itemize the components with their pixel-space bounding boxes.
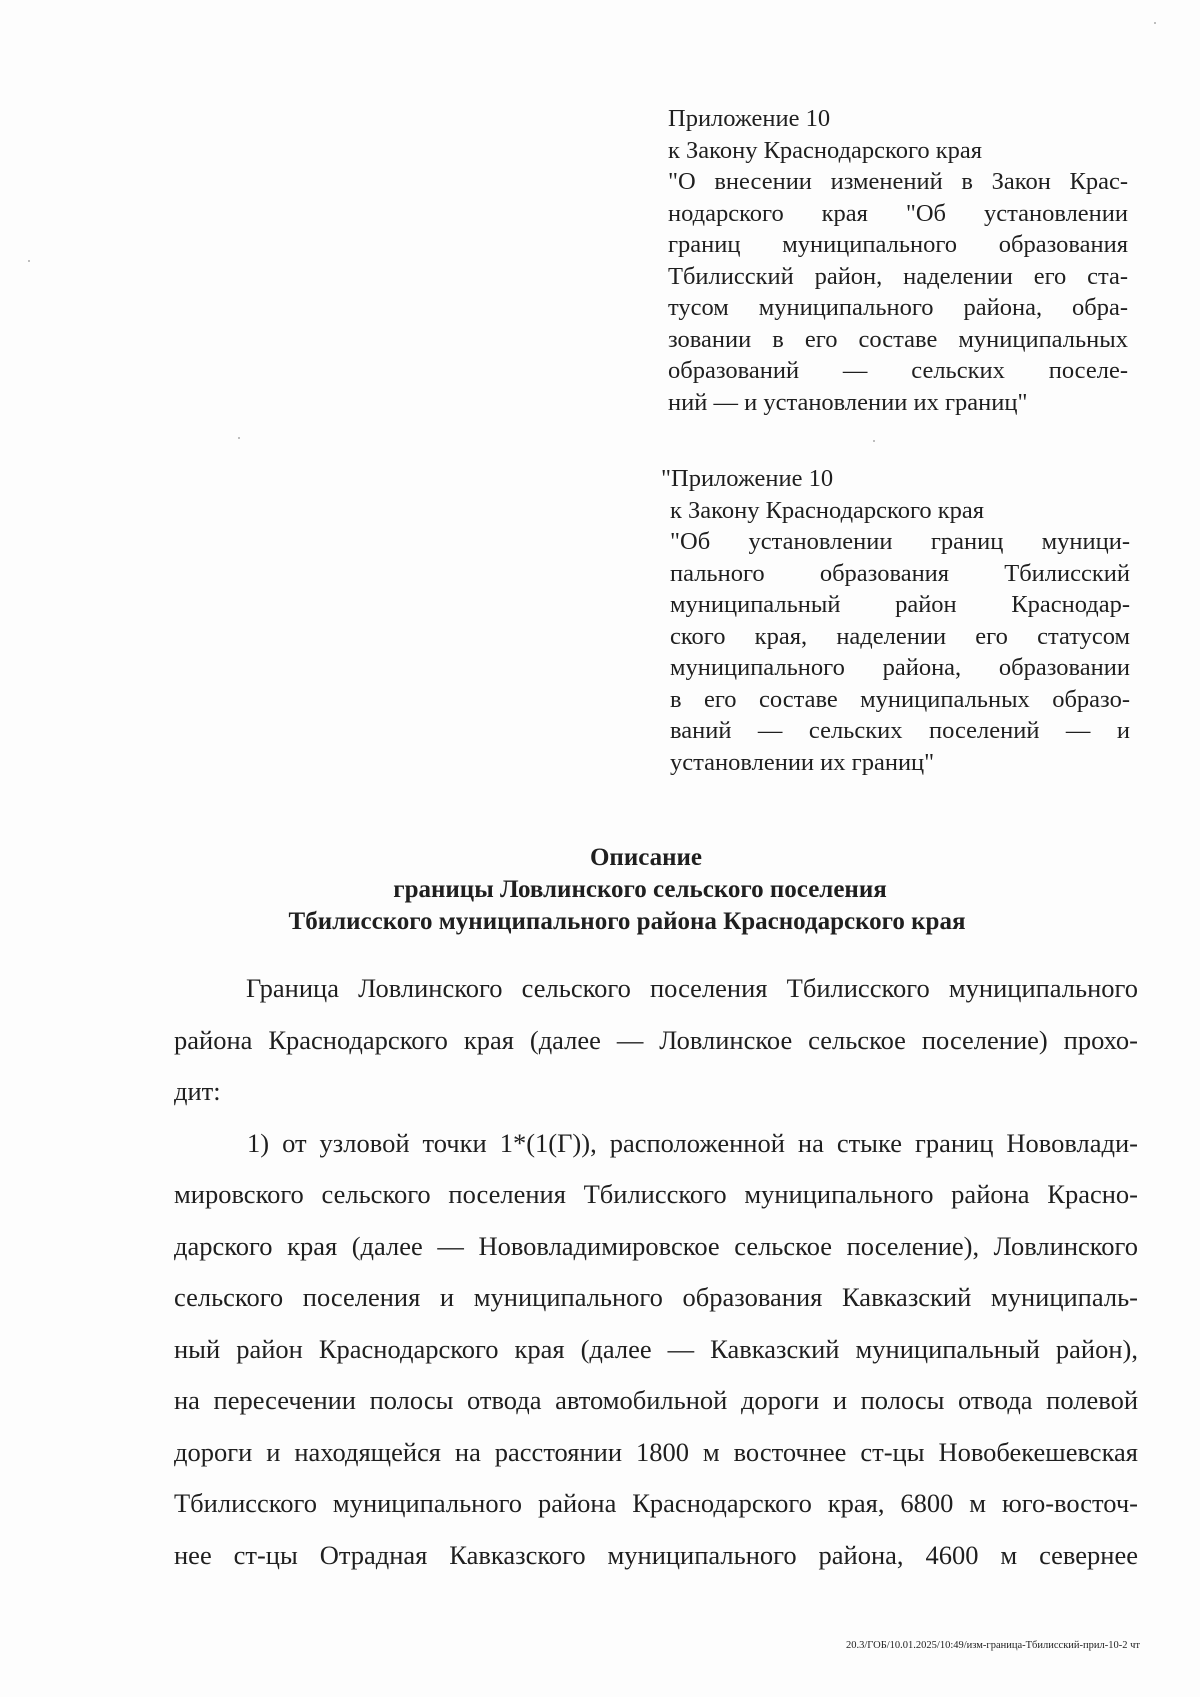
document-title [0,842,1200,938]
annex-line: Приложение 10 [668,105,831,132]
body-line: дарского края (далее — Нововладимировское сельское поселение), Ловлинского [174,1230,1138,1261]
annex-line: к Закону Краснодарского края [670,496,985,524]
annex-line: к Закону Краснодарского края [668,136,983,164]
annex-line: ний — и установлении их границ" [668,388,1028,416]
annex-line: ского края, наделении его статусом [670,622,1130,650]
annex-current-header [668,103,1128,418]
body-line: Тбилисского муниципального района Краснодарского края, 6800 м юго-восточ- [174,1488,1138,1518]
annex-line: границ муниципального образования [668,231,1128,258]
body-line: на пересечении полосы отвода автомобильной дороги и полосы отвода полевой [174,1385,1138,1415]
title-line: Тбилисского муниципального района Краснодарского края [288,908,966,935]
title-line: Описание [589,844,703,871]
body-line: дороги и находящейся на расстоянии 1800 м восточнее ст-цы Новобекешевская [174,1436,1138,1467]
annex-line: образований — сельских поселе- [668,357,1128,384]
annex-line: тусом муниципального района, обра- [668,294,1128,321]
annex-line: в его составе муниципальных образо- [670,685,1130,713]
annex-line: "Об установлении границ муници- [670,528,1130,555]
annex-line: ваний — сельских поселений — и [670,717,1130,744]
annex-line: Тбилисский район, наделении его ста- [668,262,1128,290]
annex-line: "О внесении изменений в Закон Крас- [668,168,1128,195]
document-body [174,963,1138,1581]
document-footer-code: 20.3/ГОБ/10.01.2025/10:49/изм-граница-Тбилисский-прил-10-2 чт [846,1640,1140,1651]
body-line: нее ст-цы Отрадная Кавказского муниципального района, 4600 м севернее [174,1539,1138,1570]
annex-line: нодарского края "Об установлении [668,199,1128,227]
title-line: границы Ловлинского сельского поселения [393,876,887,903]
annex-quoted-header [661,463,1130,778]
scan-speck [238,437,240,439]
body-line: ный район Краснодарского края (далее — Кавказский муниципальный район), [174,1333,1138,1364]
body-line: района Краснодарского края (далее — Ловлинское сельское поселение) прохо- [174,1024,1138,1055]
scan-speck [873,440,875,442]
body-line: мировского сельского поселения Тбилисского муниципального района Красно- [174,1179,1138,1209]
body-line: 1) от узловой точки 1*(1(Г)), расположенной на стыке границ Нововлади- [247,1127,1138,1158]
body-line: Граница Ловлинского сельского поселения Тбилисского муниципального [246,973,1138,1003]
body-line: сельского поселения и муниципального образования Кавказский муниципаль- [174,1282,1138,1312]
annex-line: "Приложение 10 [661,465,834,492]
scan-speck [28,260,30,262]
annex-line: пального образования Тбилисский [670,559,1130,587]
annex-line: муниципального района, образовании [670,654,1130,681]
annex-line: муниципальный район Краснодар- [670,591,1130,618]
scan-speck [1154,22,1156,24]
body-line: дит: [174,1076,221,1106]
annex-line: зовании в его составе муниципальных [668,325,1128,353]
annex-line: установлении их границ" [670,748,935,776]
